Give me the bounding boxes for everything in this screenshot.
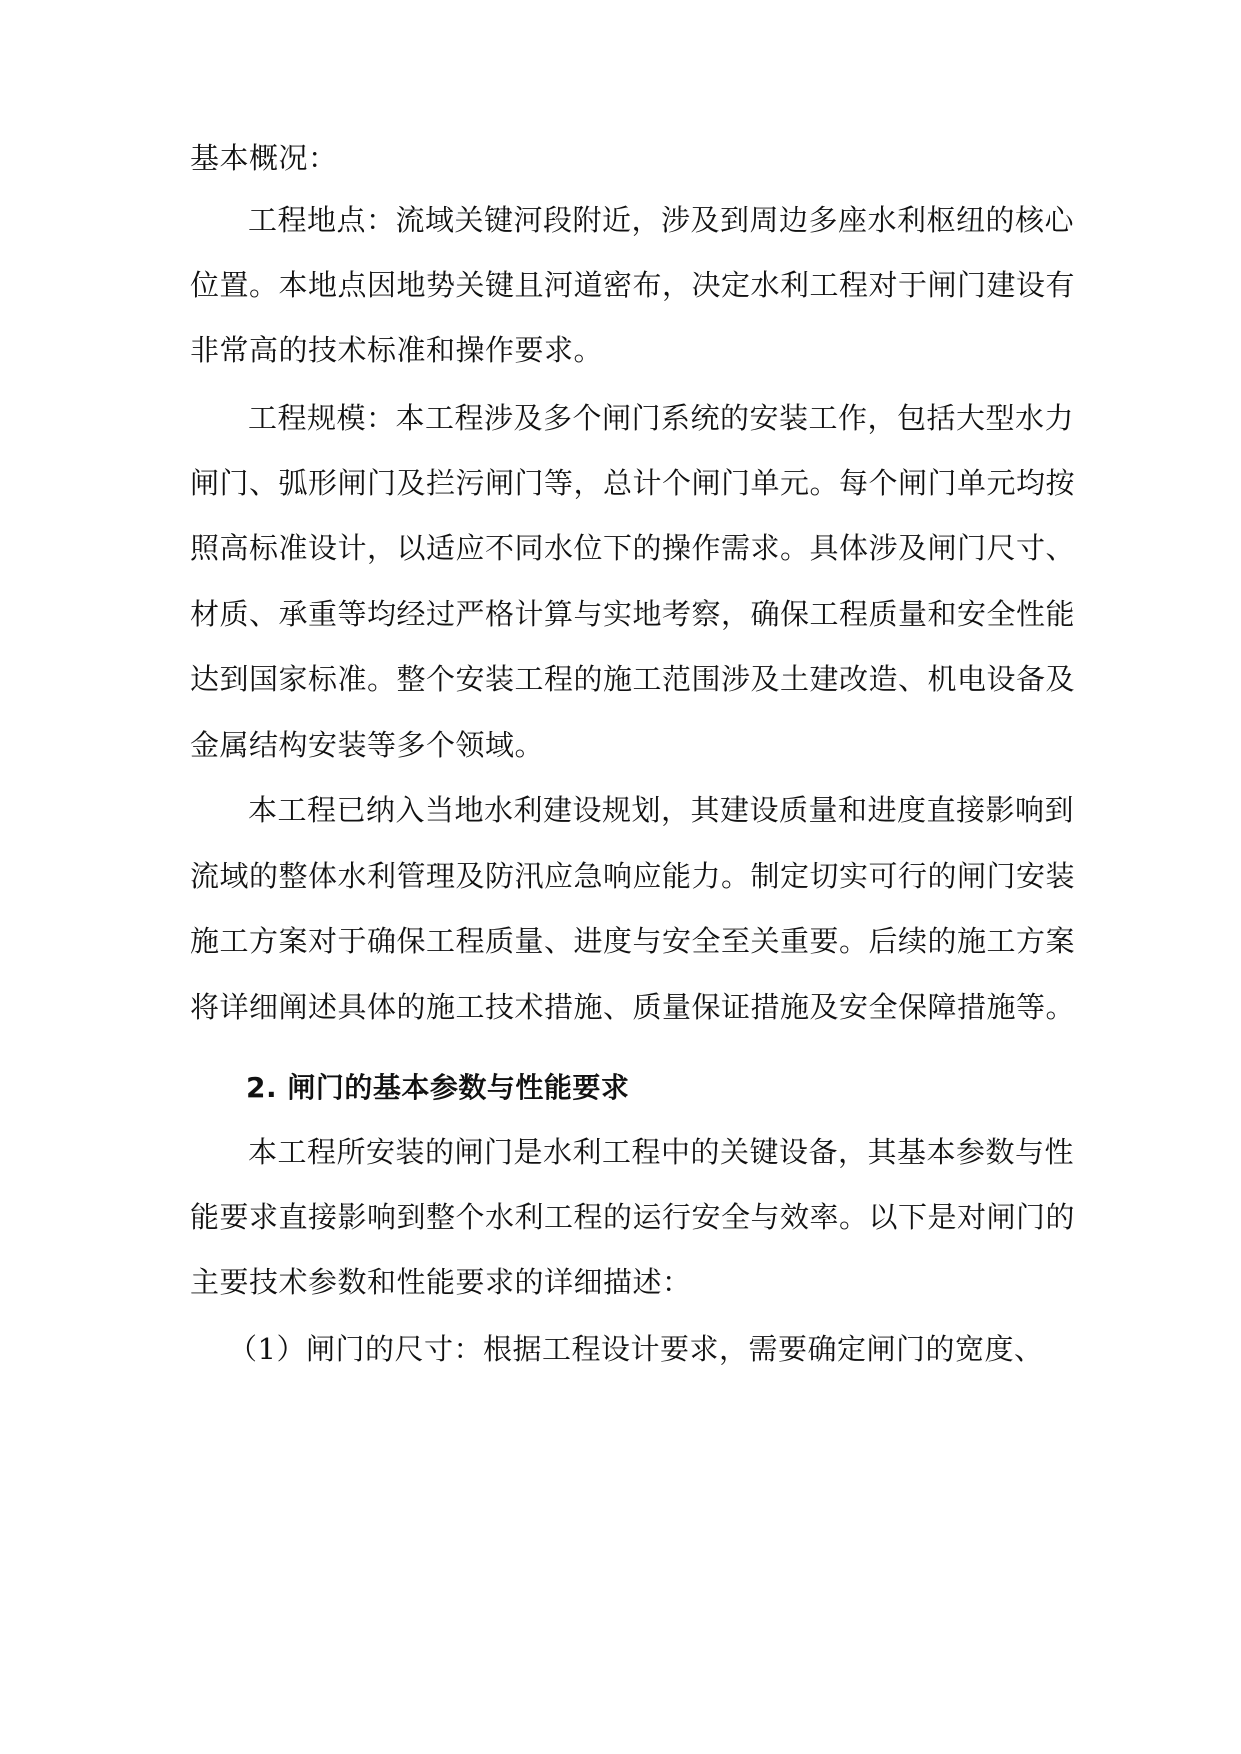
paragraph-line: 本工程已纳入当地水利建设规划，其建设质量和进度直接影响到	[248, 793, 1075, 827]
paragraph-line: 非常高的技术标准和操作要求。	[190, 333, 604, 367]
paragraph-line: 工程规模：本工程涉及多个闸门系统的安装工作，包括大型水力	[248, 401, 1075, 435]
paragraph-line: 闸门、弧形闸门及拦污闸门等，总计个闸门单元。每个闸门单元均按	[190, 466, 1076, 500]
paragraph-line: 主要技术参数和性能要求的详细描述：	[190, 1265, 692, 1299]
section-intro-label: 基本概况：	[190, 141, 338, 175]
paragraph-line: 达到国家标准。整个安装工程的施工范围涉及土建改造、机电设备及	[190, 662, 1076, 696]
paragraph-line: 施工方案对于确保工程质量、进度与安全至关重要。后续的施工方案	[190, 924, 1076, 958]
list-item: （1）闸门的尺寸：根据工程设计要求，需要确定闸门的宽度、	[228, 1332, 1044, 1366]
paragraph-line: 将详细阐述具体的施工技术措施、质量保证措施及安全保障措施等。	[190, 990, 1076, 1024]
paragraph-line: 工程地点：流域关键河段附近，涉及到周边多座水利枢纽的核心	[248, 203, 1075, 237]
section-heading: 2. 闸门的基本参数与性能要求	[246, 1071, 630, 1104]
paragraph-line: 能要求直接影响到整个水利工程的运行安全与效率。以下是对闸门的	[190, 1200, 1076, 1234]
paragraph-line: 材质、承重等均经过严格计算与实地考察，确保工程质量和安全性能	[190, 597, 1076, 631]
paragraph-line: 本工程所安装的闸门是水利工程中的关键设备，其基本参数与性	[248, 1135, 1075, 1169]
paragraph-line: 金属结构安装等多个领域。	[190, 728, 545, 762]
paragraph-line: 位置。本地点因地势关键且河道密布，决定水利工程对于闸门建设有	[190, 268, 1076, 302]
paragraph-line: 照高标准设计，以适应不同水位下的操作需求。具体涉及闸门尺寸、	[190, 531, 1076, 565]
paragraph-line: 流域的整体水利管理及防汛应急响应能力。制定切实可行的闸门安装	[190, 859, 1076, 893]
